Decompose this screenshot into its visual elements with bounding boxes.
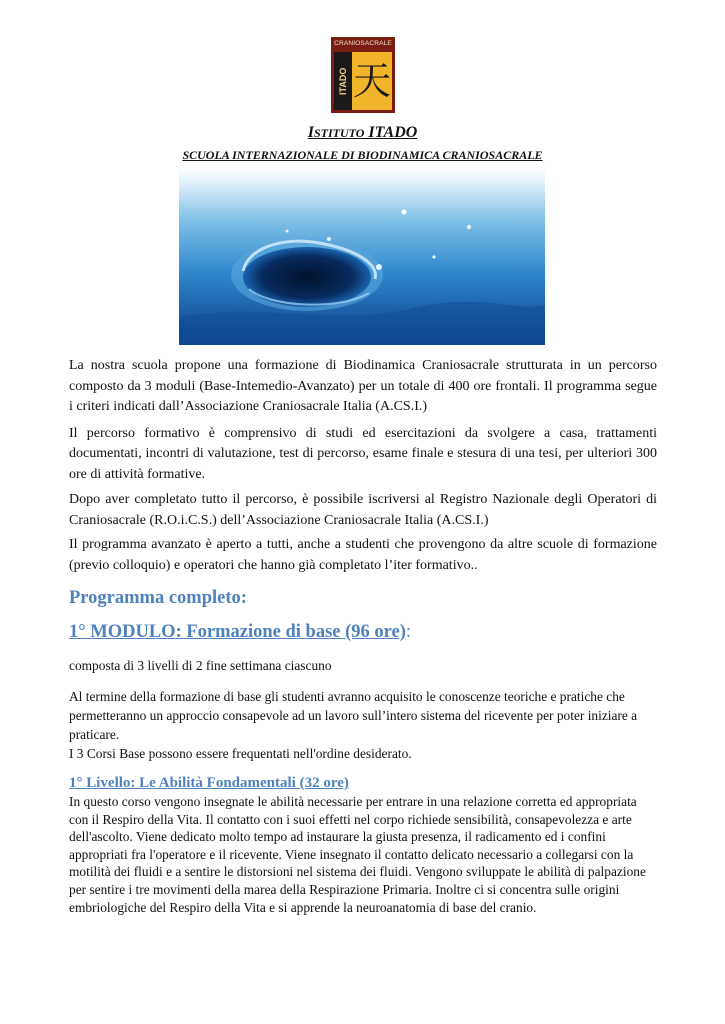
water-drop-image (179, 167, 545, 345)
logo-panel (334, 52, 392, 110)
title-prefix: STITUTO (313, 126, 365, 140)
program-heading: Programma completo: (69, 588, 247, 608)
module-composition: composta di 3 livelli di 2 fine settimana ciascuno (69, 658, 332, 673)
module-1-heading (69, 619, 657, 645)
itado-logo (331, 37, 395, 113)
logo-glyph: 天 (352, 52, 392, 110)
module-1-colon: : (405, 622, 412, 642)
institute-title (0, 124, 725, 142)
module-order-note: I 3 Corsi Base possono essere frequentati nell'ordine desiderato. (69, 746, 412, 761)
institute-subtitle: SCUOLA INTERNAZIONALE DI BIODINAMICA CRANIOSACRALE (182, 148, 543, 162)
level-1-text: In questo corso vengono insegnate le abilità necessarie per entrare in una relazione corretta ed appropriata con il Respiro della Vita. Il contatto con i suoi effetti nel corpo richiede sensibilità, consapevolezza e arte dell'ascolto. Viene dedicato molto tempo ad instaurare la giusta presenza, il radicamento ed i confini appropriati fra l'operatore e il ricevente. Viene insegnato il contatto delicato necessario a collegarsi con la motilità dei fluidi e a sentire le distorsioni nel sistema dei fluidi. Vengono sviluppate le abilità di palpazione per sentire i tre movimenti della marea della Respirazione Primaria. Inoltre ci si concentra sulle origini embriologiche del Respiro della Vita e si apprende la neuroanatomia di base del cranio. (69, 794, 646, 915)
title-initial-1: I (307, 124, 314, 141)
intro-paragraph-2: Il percorso formativo è comprensivo di studi ed esercitazioni da svolgere a casa, trattamenti documentati, incontri di valutazione, test di percorso, esame finale e stesura di una tesi, per ulteriori 300 ore di attività formative. (69, 425, 657, 482)
logo-side-text: ITADO (334, 52, 352, 110)
intro-paragraph-3: Dopo aver completato tutto il percorso, è possibile iscriversi al Registro Nazionale degli Operatori di Craniosacrale (R.O.i.C.S.) dell’Associazione Craniosacrale Italia (A.CS.I.) (69, 492, 657, 528)
logo-top-text: CRANIOSACRALE (334, 40, 392, 47)
title-initial-2: I (368, 124, 375, 141)
title-name: TADO (374, 124, 418, 141)
intro-paragraph-4: Il programma avanzato è aperto a tutti, anche a studenti che provengono da altre scuole di formazione (previo colloquio) e operatori che hanno già completato l’iter formativo.. (69, 537, 657, 573)
module-end-text: Al termine della formazione di base gli studenti avranno acquisito le conoscenze teoriche e pratiche che permetteranno un approccio consapevole ad un lavoro sull’intero sistema del ricevente per poter iniziare a praticare. (69, 689, 638, 742)
intro-paragraph-1: La nostra scuola propone una formazione di Biodinamica Craniosacrale strutturata in un percorso composto da 3 moduli (Base-Intemedio-Avanzato) per un totale di 400 ore frontali. Il programma segue i criteri indicati dall’Associazione Craniosacrale Italia (A.CS.I.) (69, 358, 657, 414)
document-body (69, 356, 657, 916)
module-1-title: 1° MODULO: Formazione di base (96 ore) (69, 622, 406, 642)
level-1-heading: 1° Livello: Le Abilità Fondamentali (32 ore) (69, 775, 349, 791)
